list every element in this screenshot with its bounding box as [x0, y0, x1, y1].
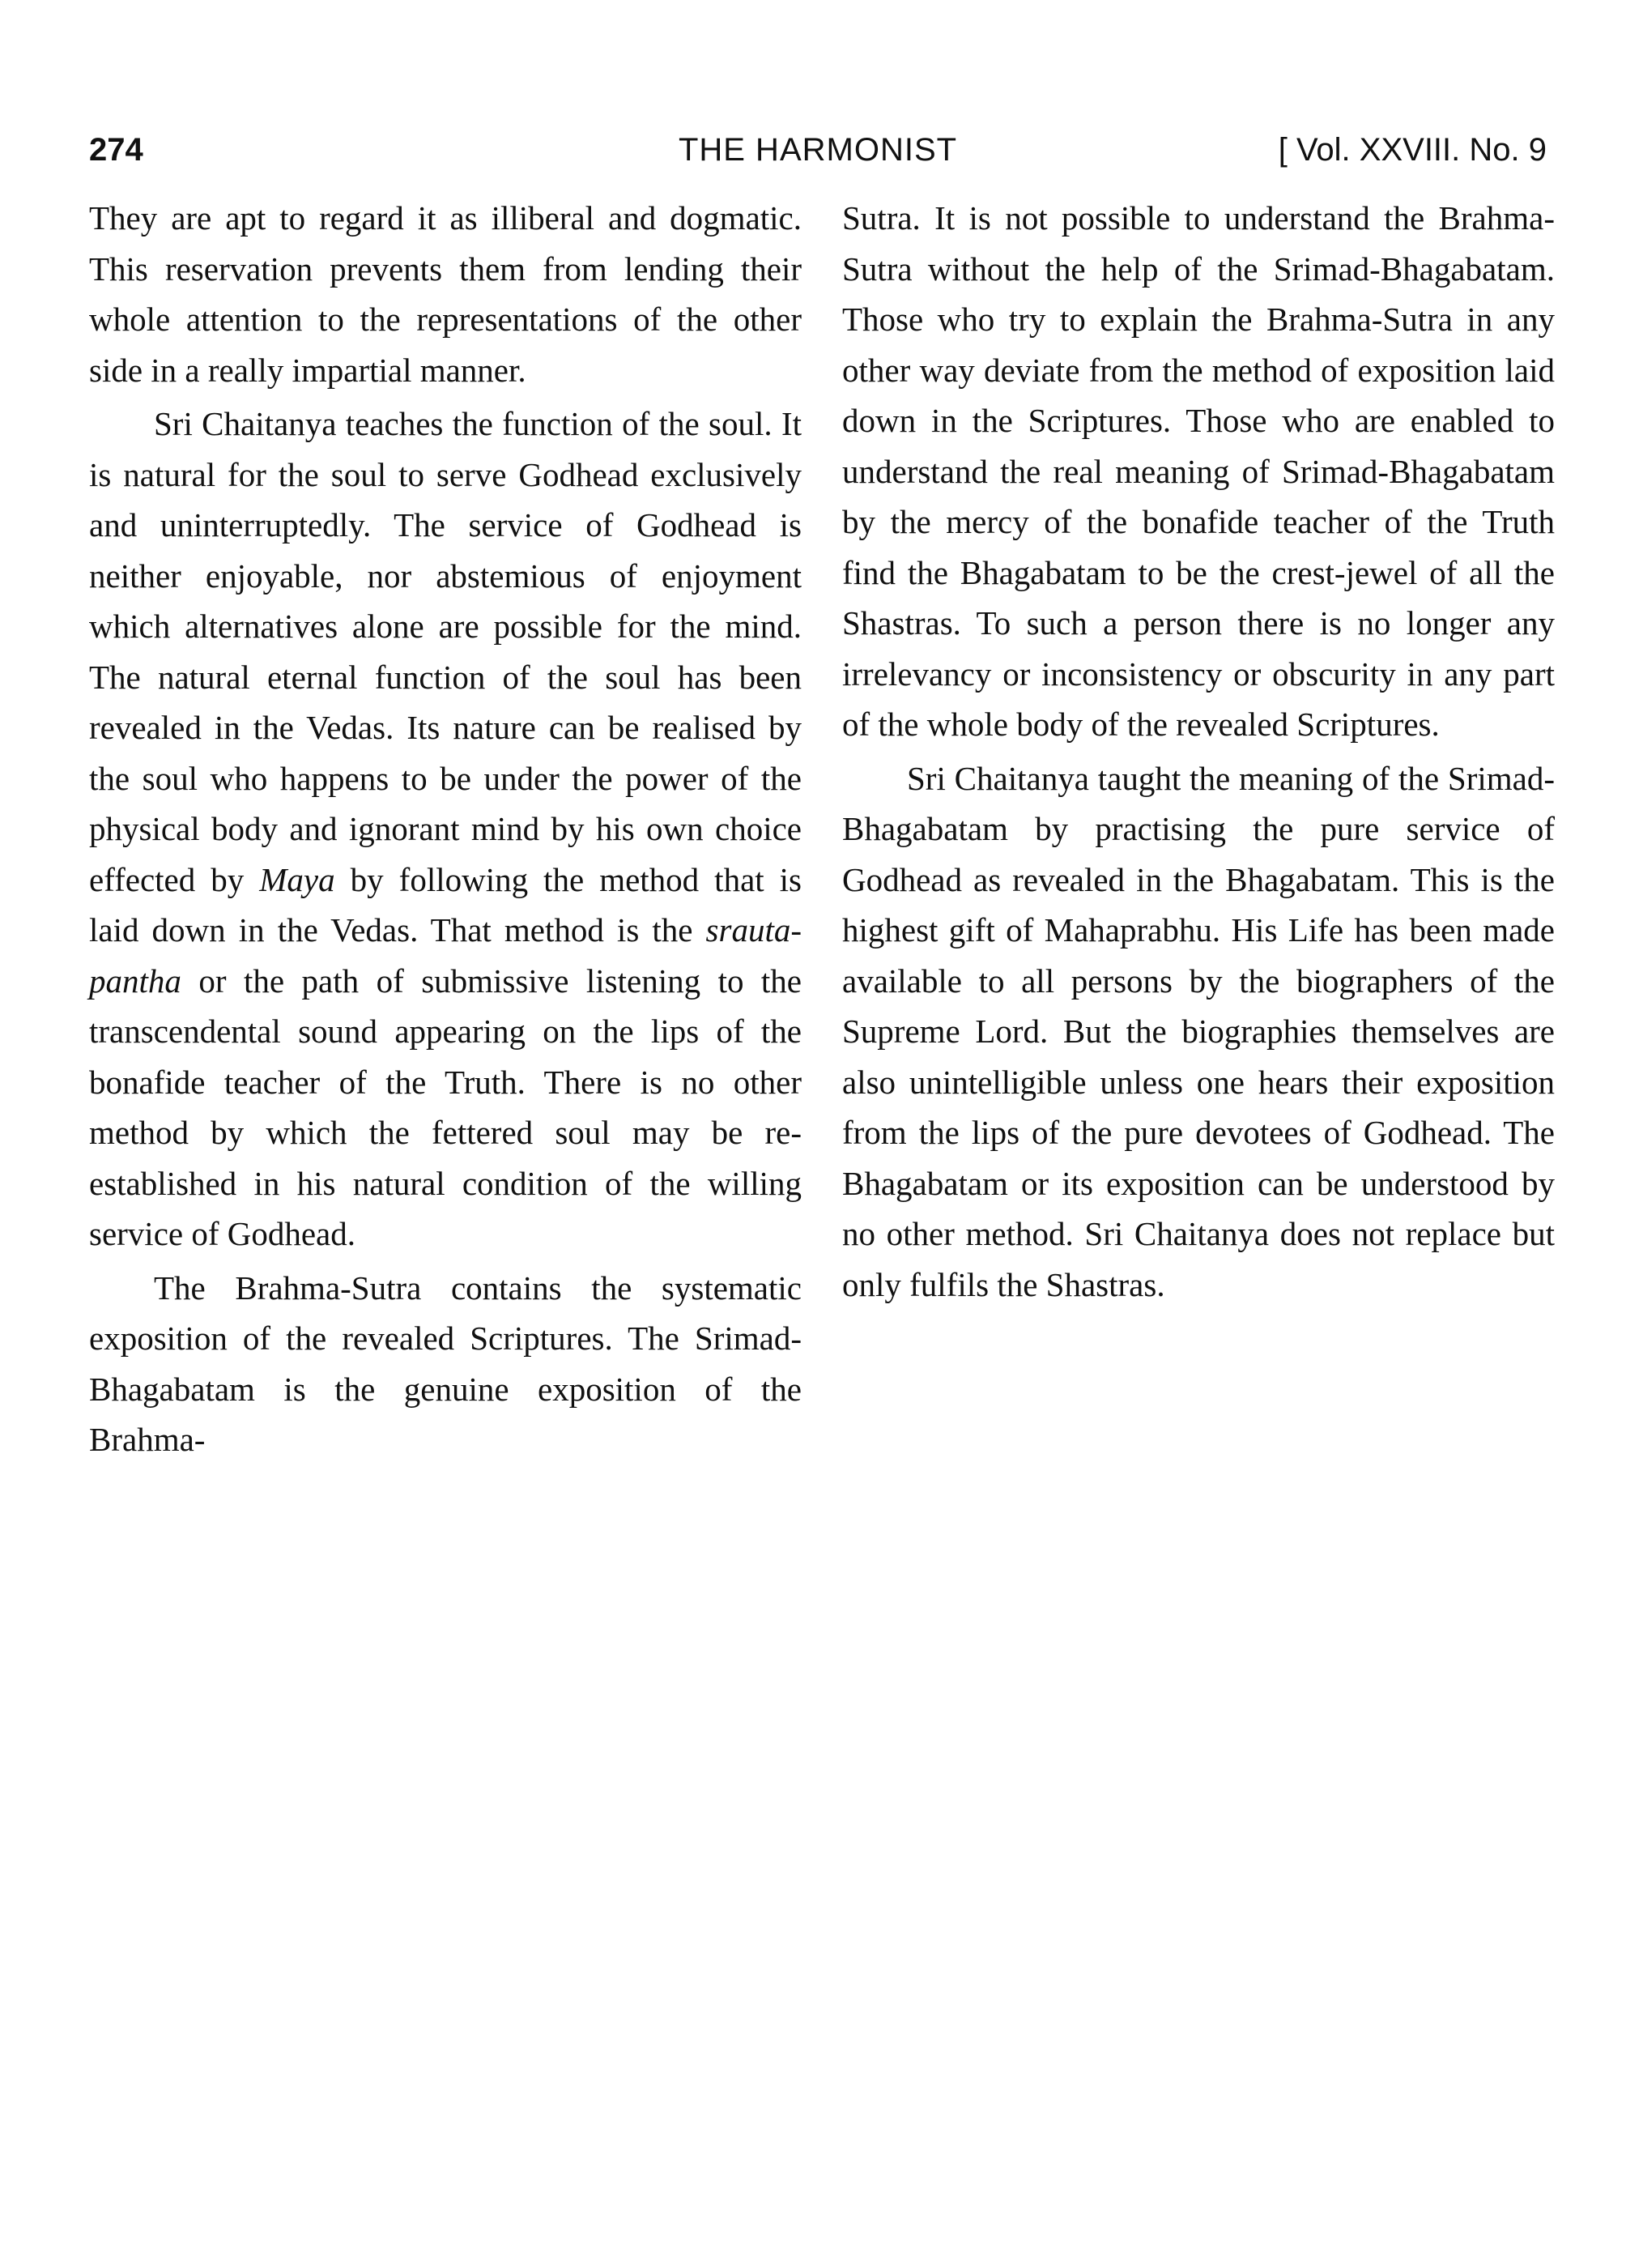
paragraph-text: by following the method that is laid down in the Vedas. That method is the: [89, 860, 802, 949]
paragraph: Sri Chaitanya taught the meaning of the Srimad-Bhagabatam by practising the pure service of Godhead as revealed in the Bhagabatam. This is the highest gift of Mahaprabhu. His Life has been made available to all persons by the biographers of the Supreme Lord. But the biographies themselves are also unintelligible unless one hears their exposition from the lips of the pure devotees of Godhead. The Bhagabatam or its exposition can be understood by no other method. Sri Chaitanya does not replace but only fulfils the Shastras.: [842, 759, 1555, 1303]
italic-term: Maya: [259, 860, 335, 898]
page-number: 274: [89, 132, 143, 168]
paragraph-text: or the path of submissive listening to the transcendental sound appearing on the lips of the bonafide teacher of the Truth. There is no other method by which the fettered soul may be re-established in his natural condition of the willing service of Godhead.: [89, 961, 802, 1252]
paragraph: [89, 399, 802, 1260]
paragraph: They are apt to regard it as illiberal and dogmatic. This reservation prevents them from lending their whole attention to the representations of the other side in a really impartial manner.: [89, 199, 802, 389]
paragraph: Sutra. It is not possible to understand the Brahma-Sutra without the help of the Srimad-Bhagabatam. Those who try to explain the Brahma-Sutra in any other way deviate from the method of exposition laid down in the Scriptures. Those who are enabled to understand the real meaning of Srimad-Bhagabatam by the mercy of the bonafide teacher of the Truth find the Bhagabatam to be the crest-jewel of all the Shastras. To such a person there is no longer any irrelevancy or inconsistency or obscurity in any part of the whole body of the revealed Scriptures.: [842, 199, 1555, 743]
journal-title: THE HARMONIST: [678, 132, 958, 168]
paragraph-text: Sri Chaitanya teaches the function of the soul. It is natural for the soul to serve Godhead exclusively and uninterruptedly. The service of Godhead is neither enjoyable, nor abstemious of enjoyment which alternatives alone are possible for the mind. The natural eternal function of the soul has been revealed in the Vedas. Its nature can be realised by the soul who happens to be under the power of the physical body and ignorant mind by his own choice effected by: [89, 405, 802, 898]
issue-reference: [ Vol. XXVIII. No. 9: [1278, 132, 1547, 168]
paragraph: The Brahma-Sutra contains the systematic exposition of the revealed Scriptures. The Srimad-Bhagabatam is the genuine exposition of the Brahma-: [89, 1268, 802, 1458]
italic-term: srauta-pantha: [89, 911, 802, 1000]
running-header: [89, 122, 1547, 178]
left-column: [89, 193, 802, 1465]
right-column: [842, 193, 1555, 1310]
